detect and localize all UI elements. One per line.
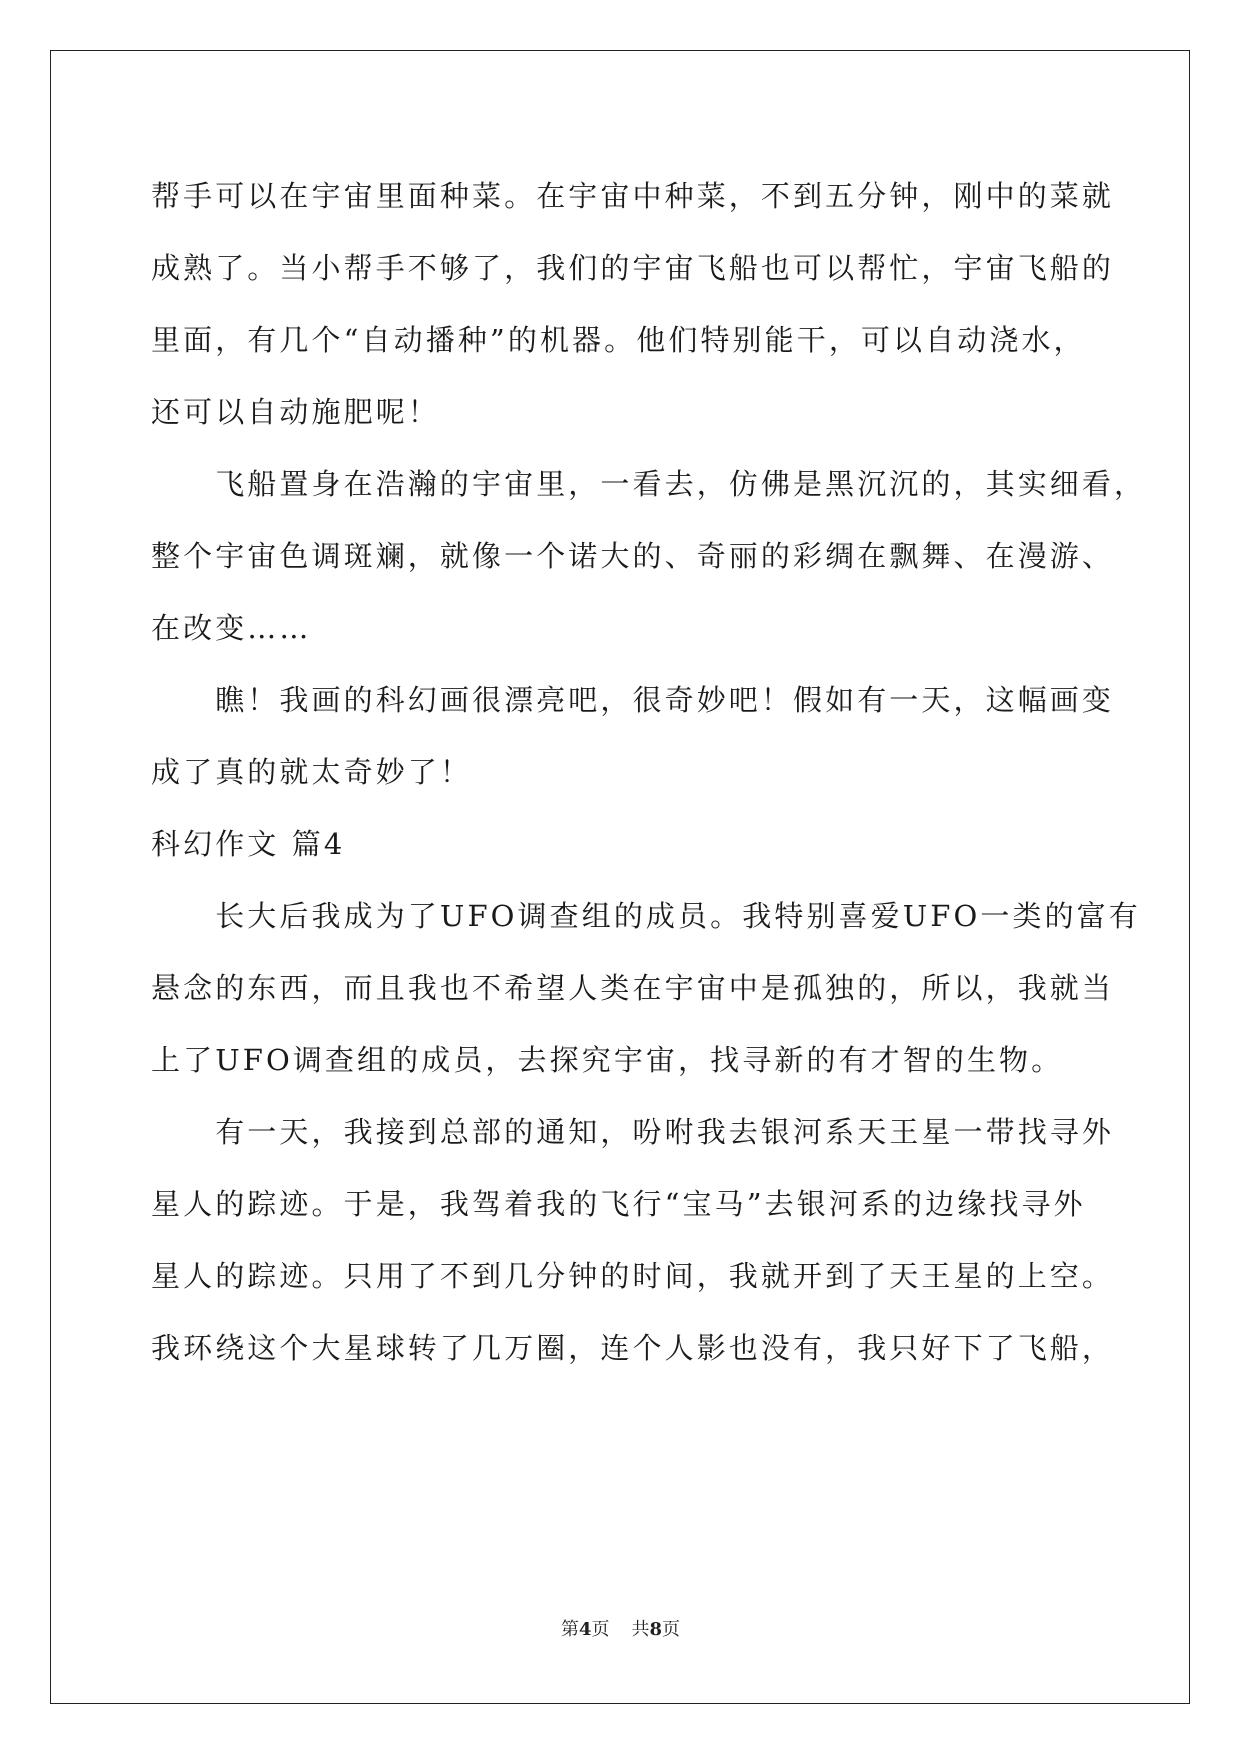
text-line: 有一天，我接到总部的通知，吩咐我去银河系天王星一带找寻外 (151, 1115, 1115, 1149)
text-line: 飞船置身在浩瀚的宇宙里，一看去，仿佛是黑沉沉的，其实细看， (151, 467, 1147, 501)
text-line: 长大后我成为了UFO调查组的成员。我特别喜爱UFO一类的富有 (151, 899, 1141, 933)
text-line: 上了UFO调查组的成员，去探究宇宙，找寻新的有才智的生物。 (151, 1043, 1064, 1077)
text-line: 成了真的就太奇妙了！ (151, 755, 473, 789)
text-line: 在改变…… (151, 611, 312, 645)
page-prefix: 第 (560, 1619, 579, 1640)
page-suffix: 页 (591, 1619, 610, 1640)
text-line: 悬念的东西，而且我也不希望人类在宇宙中是孤独的，所以，我就当 (151, 971, 1115, 1005)
text-line: 帮手可以在宇宙里面种菜。在宇宙中种菜，不到五分钟，刚中的菜就 (151, 179, 1115, 213)
text-line: 瞧！我画的科幻画很漂亮吧，很奇妙吧！假如有一天，这幅画变 (151, 683, 1115, 717)
total-prefix: 共 (631, 1619, 650, 1640)
text-line: 我环绕这个大星球转了几万圈，连个人影也没有，我只好下了飞船， (151, 1331, 1115, 1365)
total-page-number: 8 (649, 1619, 663, 1640)
current-page-number: 4 (578, 1619, 592, 1640)
total-suffix: 页 (662, 1619, 681, 1640)
text-line: 星人的踪迹。只用了不到几分钟的时间，我就开到了天王星的上空。 (151, 1259, 1115, 1293)
text-line: 成熟了。当小帮手不够了，我们的宇宙飞船也可以帮忙，宇宙飞船的 (151, 251, 1115, 285)
section-heading: 科幻作文 篇4 (151, 827, 346, 861)
text-line: 里面，有几个“自动播种”的机器。他们特别能干，可以自动浇水， (151, 323, 1086, 357)
text-line: 星人的踪迹。于是，我驾着我的飞行“宝马”去银河系的边缘找寻外 (151, 1187, 1086, 1221)
text-line: 整个宇宙色调斑斓，就像一个诺大的、奇丽的彩绸在飘舞、在漫游、 (151, 539, 1115, 573)
page-footer (0, 1618, 1241, 1642)
text-line: 还可以自动施肥呢！ (151, 395, 440, 429)
document-body (151, 160, 1147, 1384)
